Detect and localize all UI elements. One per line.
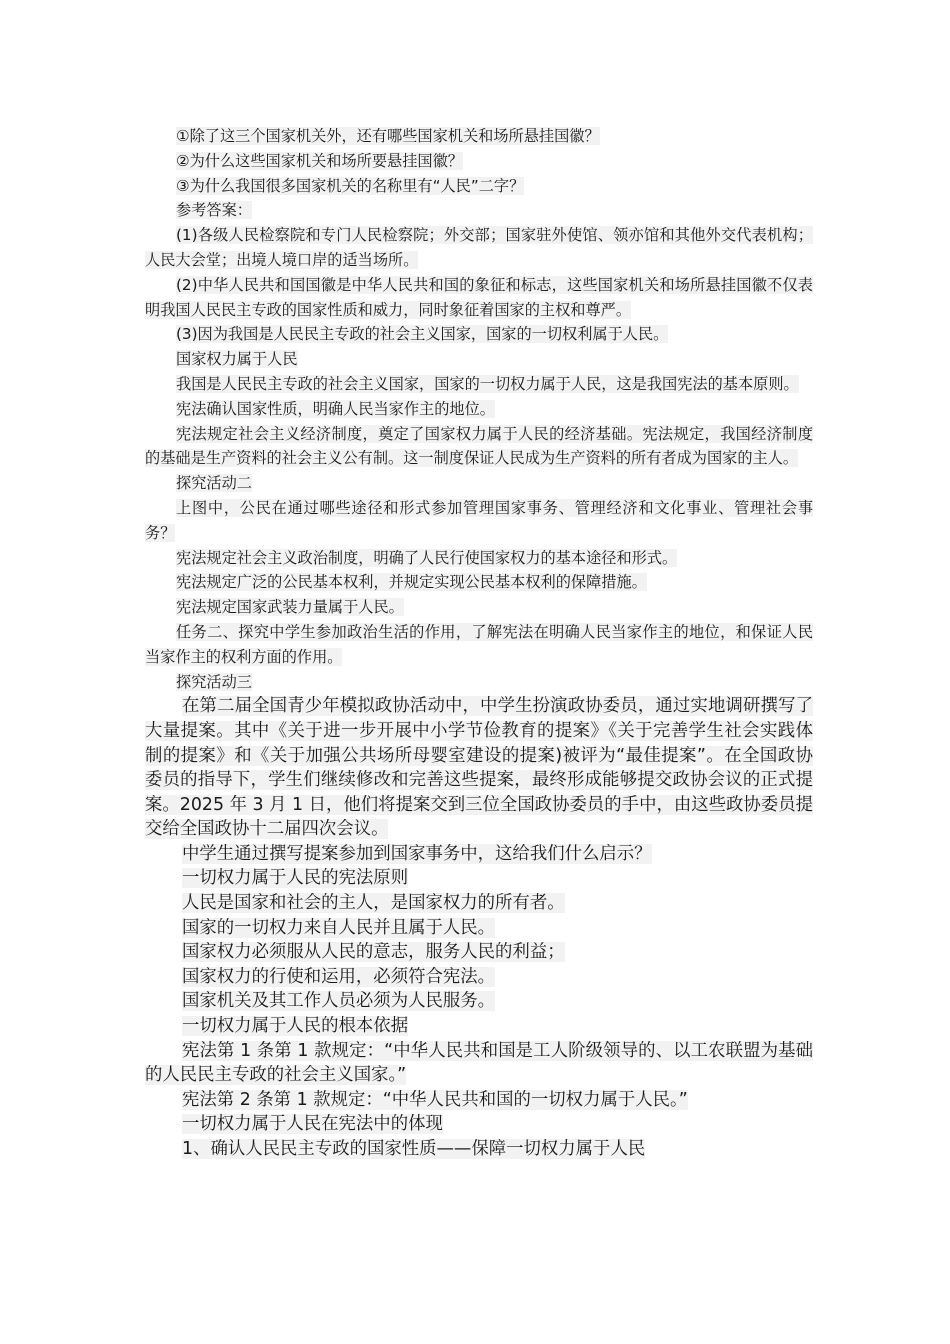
paragraph [145, 965, 813, 990]
paragraph-text: 宪法规定国家武装力量属于人民。 [176, 598, 404, 617]
paragraph-text: 一切权力属于人民的根本依据 [182, 1016, 409, 1037]
paragraph [145, 422, 813, 472]
section-heading [145, 471, 813, 496]
paragraph-text: 任务二、探究中学生参加政治生活的作用，了解宪法在明确人民当家作主的地位，和保证人民当家作主的权利方面的作用。 [145, 622, 813, 666]
document-body [145, 124, 813, 1162]
paragraph-text: 宪法规定社会主义经济制度，奠定了国家权力属于人民的经济基础。宪法规定，我国经济制度的基础是生产资料的社会主义公有制。这一制度保证人民成为生产资料的所有者成为国家的主人。 [145, 424, 813, 468]
paragraph [145, 149, 813, 174]
paragraph-text: (1)各级人民检察院和专门人民检察院；外交部；国家驻外使馆、领亦馆和其他外交代表机构；人民大会堂；出境人境口岸的适当场所。 [145, 226, 813, 269]
paragraph [145, 694, 813, 842]
paragraph-text: 国家机关及其工作人员必须为人民服务。 [182, 991, 496, 1012]
paragraph [145, 223, 813, 273]
paragraph-text: 宪法第 2 条第 1 款规定：“中华人民共和国的一切权力属于人民。” [182, 1089, 688, 1110]
paragraph-text: 人民是国家和社会的主人，是国家权力的所有者。 [182, 893, 565, 914]
paragraph-text: ①除了这三个国家机关外，还有哪些国家机关和场所悬挂国徽？ [176, 127, 600, 145]
section-heading [145, 670, 813, 695]
paragraph-text: 探究活动三 [176, 672, 252, 691]
paragraph [145, 174, 813, 199]
paragraph-text: 国家权力属于人民 [176, 350, 298, 369]
paragraph-text: (3)因为我国是人民民主专政的社会主义国家，国家的一切权利属于人民。 [176, 325, 669, 344]
paragraph [145, 595, 813, 620]
section-heading [145, 347, 813, 372]
paragraph [145, 372, 813, 397]
paragraph [145, 891, 813, 916]
paragraph-text: 1、确认人民民主专政的国家性质——保障一切权力属于人民 [182, 1139, 646, 1160]
section-heading [145, 1112, 813, 1137]
paragraph-text: 国家的一切权力来自人民并且属于人民。 [182, 917, 496, 938]
paragraph [145, 989, 813, 1014]
paragraph [145, 620, 813, 670]
paragraph-text: 宪法确认国家性质，明确人民当家作主的地位。 [176, 399, 495, 418]
paragraph [145, 1039, 813, 1088]
paragraph-text: 我国是人民民主专政的社会主义国家，国家的一切权力属于人民，这是我国宪法的基本原则。 [176, 374, 799, 393]
paragraph [145, 397, 813, 422]
paragraph [145, 570, 813, 595]
paragraph-text: 在第二届全国青少年模拟政协活动中，中学生扮演政协委员，通过实地调研撰写了大量提案。其中《关于进一步开展中小学节俭教育的提案》《关于完善学生社会实践体制的提案》和《关于加强公共场所母婴室建设的提案)被评为“最佳提案”。在全国政协委员的指导下，学生们继续修改和完善这些提案，最终形成能够提交政协会议的正式提案。2025 年 3 月 1 日，他们将提案交到三位全国政协委员的手中，由这些政协委员提交给全国政协十二届四次会议。 [145, 696, 813, 840]
paragraph [145, 322, 813, 347]
paragraph-text: 中学生通过撰写提案参加到国家事务中，这给我们什么启示？ [182, 843, 652, 864]
paragraph-text: 国家权力必须服从人民的意志，服务人民的利益； [182, 942, 565, 963]
paragraph-text: ③为什么我国很多国家机关的名称里有“人民”二字？ [176, 176, 525, 195]
paragraph-text: 参考答案： [176, 201, 252, 220]
paragraph [145, 124, 813, 149]
paragraph [145, 546, 813, 571]
paragraph-text: 宪法规定社会主义政治制度，明确了人民行使国家权力的基本途径和形式。 [176, 548, 678, 567]
paragraph [145, 842, 813, 867]
paragraph-text: 探究活动二 [176, 474, 252, 493]
paragraph [145, 916, 813, 941]
section-heading [145, 1014, 813, 1039]
paragraph [145, 496, 813, 546]
paragraph [145, 273, 813, 323]
section-heading [145, 866, 813, 891]
paragraph-text: 上图中，公民在通过哪些途径和形式参加管理国家事务、管理经济和文化事业、管理社会事务？ [145, 498, 813, 542]
paragraph [145, 198, 813, 223]
paragraph-text: (2)中华人民共和国国徽是中华人民共和国的象征和标志，这些国家机关和场所悬挂国徽不仅表明我国人民民主专政的国家性质和威力，同时象征着国家的主权和尊严。 [145, 275, 813, 319]
paragraph-text: 宪法规定广泛的公民基本权利，并规定实现公民基本权利的保障措施。 [176, 573, 647, 592]
paragraph [145, 1088, 813, 1113]
paragraph-text: 宪法第 1 条第 1 款规定：“中华人民共和国是工人阶级领导的、以工农联盟为基础的人民民主专政的社会主义国家。” [145, 1040, 813, 1086]
paragraph-text: ②为什么这些国家机关和场所要悬挂国徽？ [176, 151, 463, 170]
paragraph [145, 940, 813, 965]
paragraph [145, 1137, 813, 1162]
paragraph-text: 一切权力属于人民在宪法中的体现 [182, 1114, 443, 1135]
paragraph-text: 一切权力属于人民的宪法原则 [182, 868, 409, 889]
paragraph-text: 国家权力的行使和运用，必须符合宪法。 [182, 966, 496, 987]
